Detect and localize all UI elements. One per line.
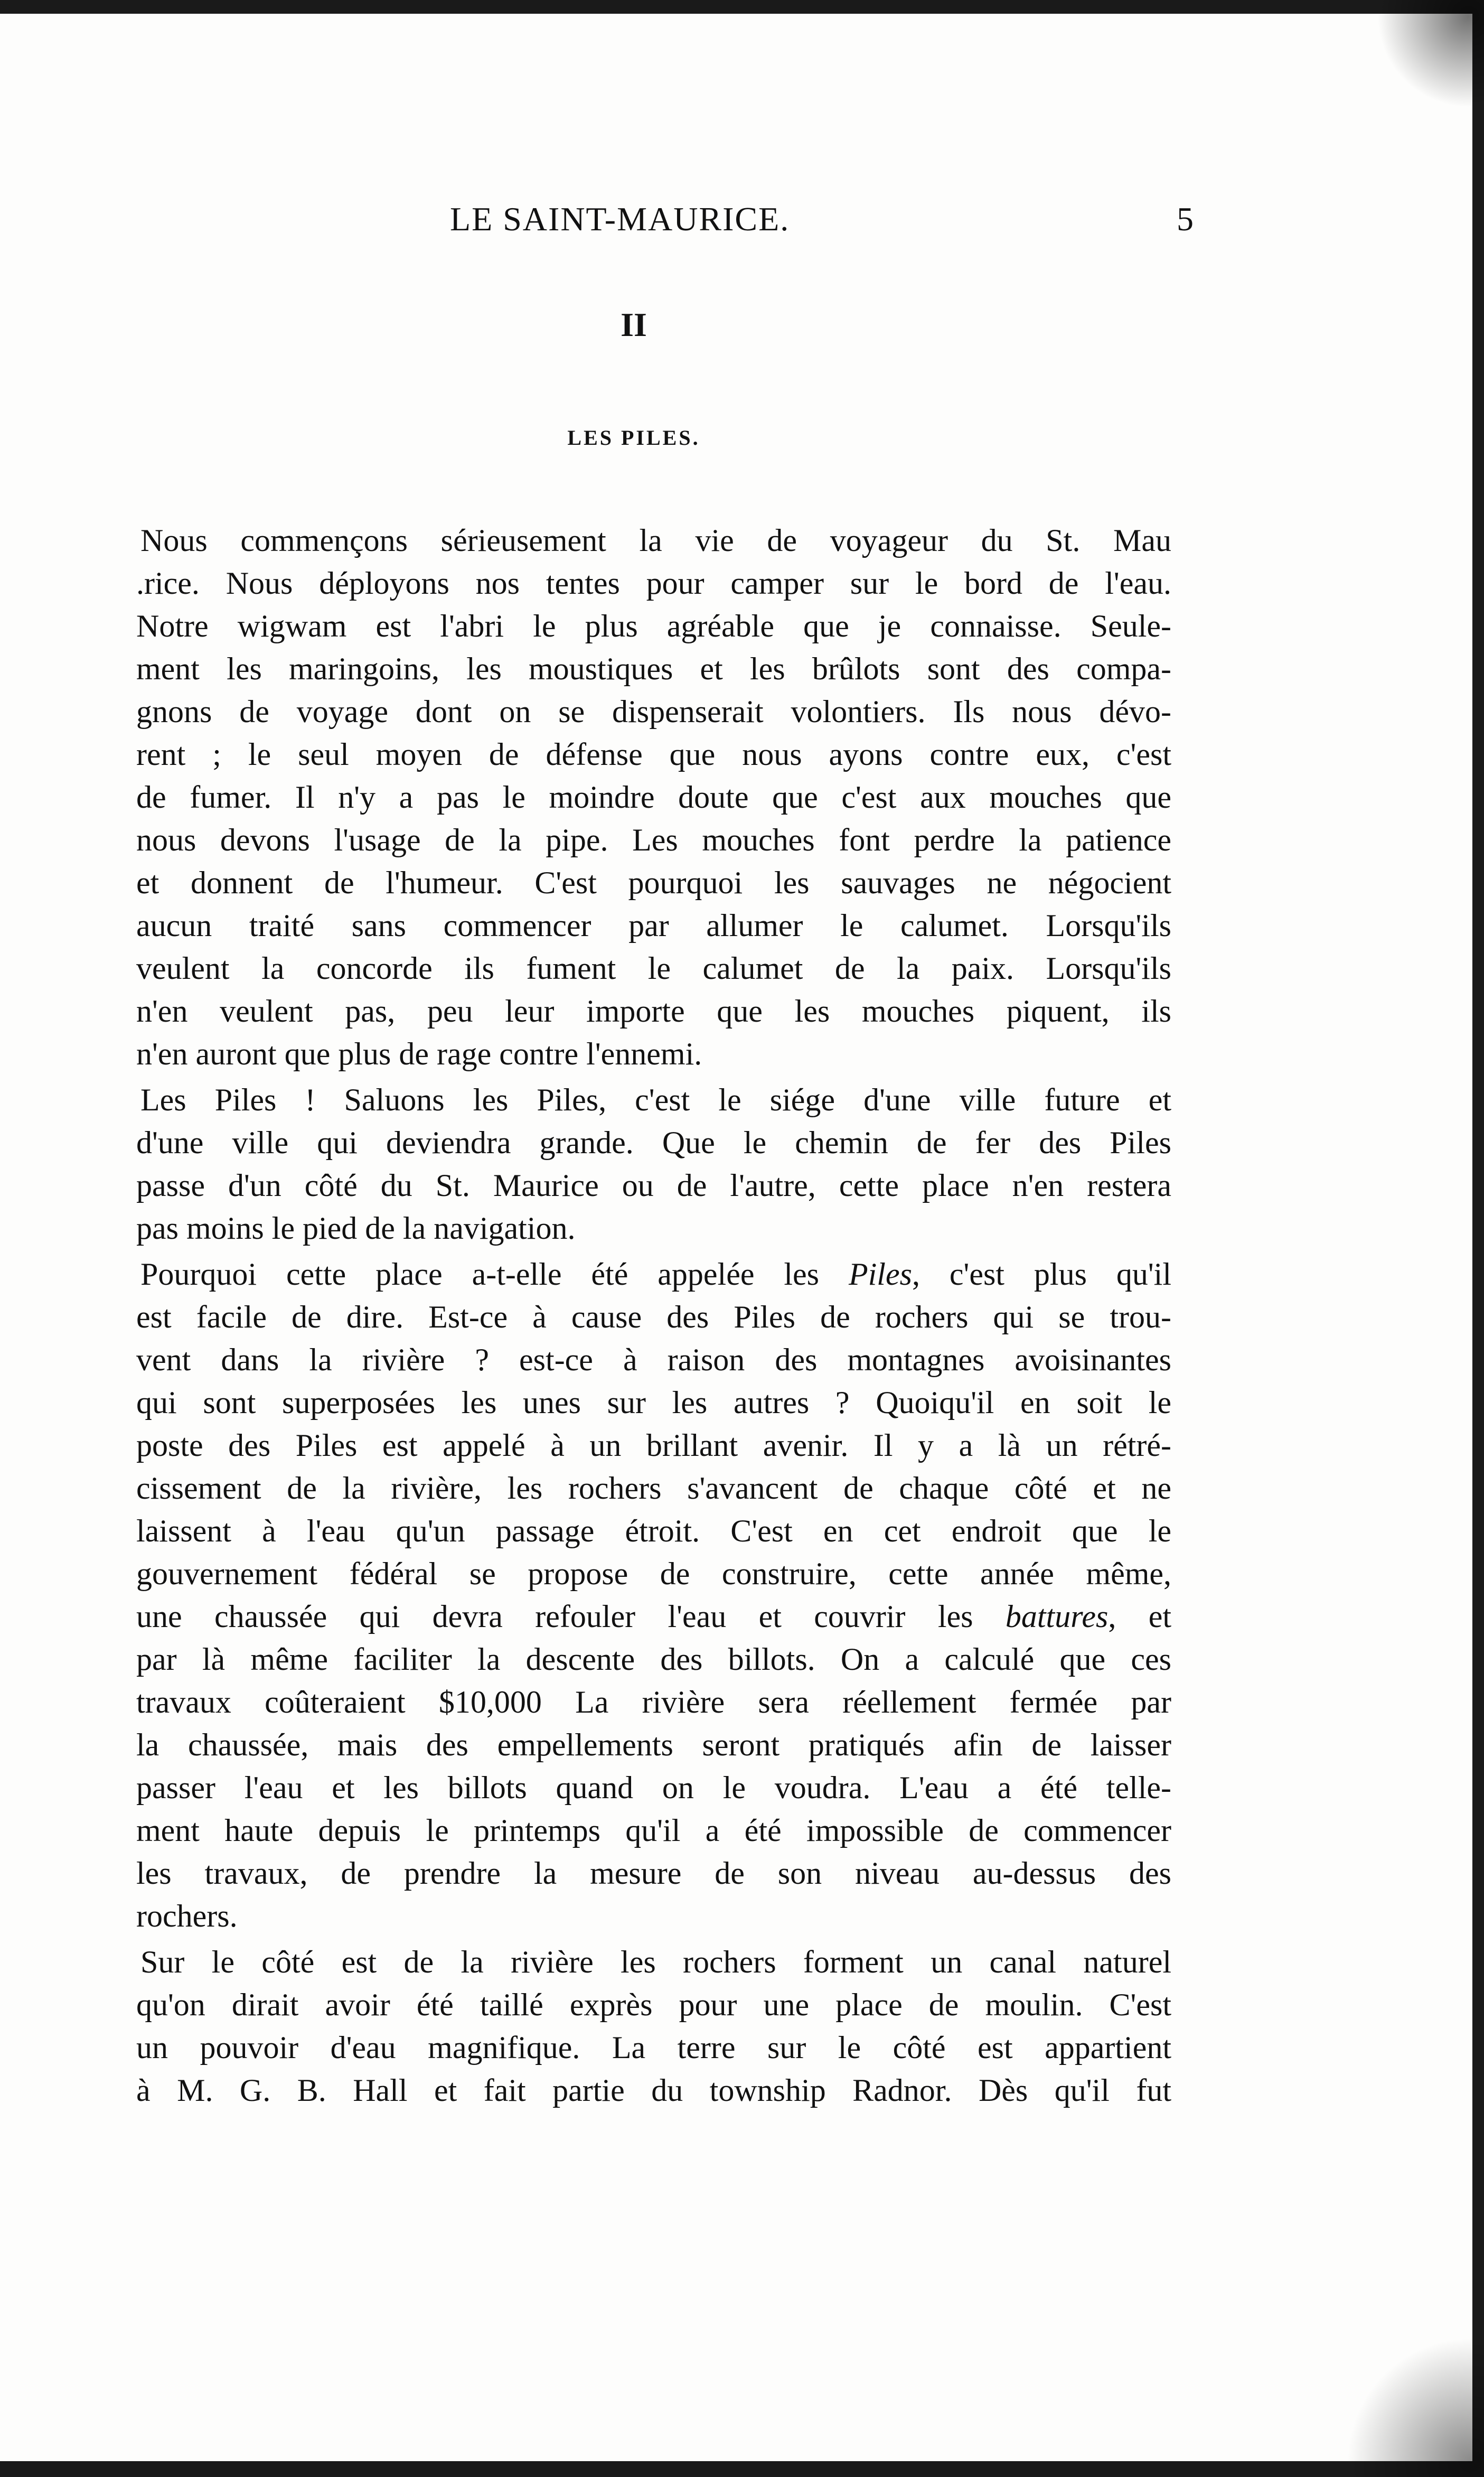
text-line: vent dans la rivière ? est-ce à raison des montagnes avoisinantes <box>136 1342 1171 1377</box>
text-line: qu'on dirait avoir été taillé exprès pour une place de moulin. C'est <box>136 1987 1171 2022</box>
text-line: cissement de la rivière, les rochers s'avancent de chaque côté et ne <box>136 1471 1171 1506</box>
text-line: gnons de voyage dont on se dispenserait volontiers. Ils nous dévo- <box>136 694 1171 729</box>
text-line: un pouvoir d'eau magnifique. La terre sur le côté est appartient <box>136 2030 1171 2065</box>
paragraph <box>136 1253 1171 1938</box>
text-line: Nous commençons sérieusement la vie de voyageur du St. Mau <box>140 523 1171 558</box>
text-line: aucun traité sans commencer par allumer le calumet. Lorsqu'ils <box>136 908 1171 943</box>
text-line: et donnent de l'humeur. C'est pourquoi les sauvages ne négocient <box>136 865 1171 900</box>
text-line: Les Piles ! Saluons les Piles, c'est le siége d'une ville future et <box>140 1082 1171 1117</box>
text-line: de fumer. Il n'y a pas le moindre doute que c'est aux mouches que <box>136 780 1171 815</box>
running-head <box>127 200 1194 247</box>
text-line: passer l'eau et les billots quand on le voudra. L'eau a été telle- <box>136 1770 1171 1805</box>
text-line: gouvernement fédéral se propose de construire, cette année même, <box>136 1556 1171 1591</box>
scan-speckle-top-right <box>1378 0 1484 137</box>
text-line: qui sont superposées les unes sur les autres ? Quoiqu'il en soit le <box>136 1385 1171 1420</box>
paragraph <box>136 1941 1171 2112</box>
text-line: une chaussée qui devra refouler l'eau et couvrir les battures, et <box>136 1599 1171 1634</box>
text-line: Notre wigwam est l'abri le plus agréable que je connaisse. Seule- <box>136 609 1171 643</box>
scan-speckle-bottom-right <box>1347 2319 1484 2477</box>
text-line: à M. G. B. Hall et fait partie du township Radnor. Dès qu'il fut <box>136 2073 1171 2108</box>
text-line: rochers. <box>136 1899 238 1933</box>
scan-edge-bottom <box>0 2461 1484 2477</box>
text-line: par là même faciliter la descente des billots. On a calculé que ces <box>136 1642 1171 1677</box>
text-line: n'en veulent pas, peu leur importe que les mouches piquent, ils <box>136 994 1171 1029</box>
chapter-title: LES PILES. <box>567 426 700 450</box>
page-number: 5 <box>1177 200 1194 238</box>
text-line: veulent la concorde ils fument le calumet de la paix. Lorsqu'ils <box>136 951 1171 986</box>
text-line: Pourquoi cette place a-t-elle été appelée les Piles, c'est plus qu'il <box>140 1257 1172 1292</box>
text-line: nous devons l'usage de la pipe. Les mouches font perdre la patience <box>136 822 1171 857</box>
text-line: rent ; le seul moyen de défense que nous ayons contre eux, c'est <box>136 737 1171 772</box>
body-text <box>136 519 1171 2115</box>
text-line: poste des Piles est appelé à un brillant avenir. Il y a là un rétré- <box>136 1428 1171 1463</box>
text-line: pas moins le pied de la navigation. <box>136 1211 576 1246</box>
text-line: travaux coûteraient $10,000 La rivière sera réellement fermée par <box>136 1685 1171 1719</box>
text-line: ment les maringoins, les moustiques et les brûlots sont des compa- <box>136 651 1171 686</box>
text-line: laissent à l'eau qu'un passage étroit. C'est en cet endroit que le <box>136 1513 1171 1548</box>
paragraph <box>136 519 1171 1076</box>
text-line: d'une ville qui deviendra grande. Que le chemin de fer des Piles <box>136 1125 1171 1160</box>
text-line: la chaussée, mais des empellements seront pratiqués afin de laisser <box>136 1727 1171 1762</box>
scan-edge-right <box>1472 0 1484 2477</box>
running-title: LE SAINT-MAURICE. <box>450 200 790 238</box>
text-line: passe d'un côté du St. Maurice ou de l'autre, cette place n'en restera <box>136 1168 1171 1203</box>
text-line: ment haute depuis le printemps qu'il a été impossible de commencer <box>136 1813 1171 1848</box>
scan-edge-top <box>0 0 1484 14</box>
text-line: les travaux, de prendre la mesure de son niveau au-dessus des <box>136 1856 1171 1891</box>
text-line: .rice. Nous déployons nos tentes pour camper sur le bord de l'eau. <box>136 566 1171 601</box>
paragraph <box>136 1079 1171 1250</box>
chapter-number: II <box>621 306 647 343</box>
text-line: Sur le côté est de la rivière les rochers forment un canal naturel <box>140 1945 1171 1979</box>
text-line: est facile de dire. Est-ce à cause des Piles de rochers qui se trou- <box>136 1300 1171 1334</box>
text-line: n'en auront que plus de rage contre l'ennemi. <box>136 1036 702 1071</box>
